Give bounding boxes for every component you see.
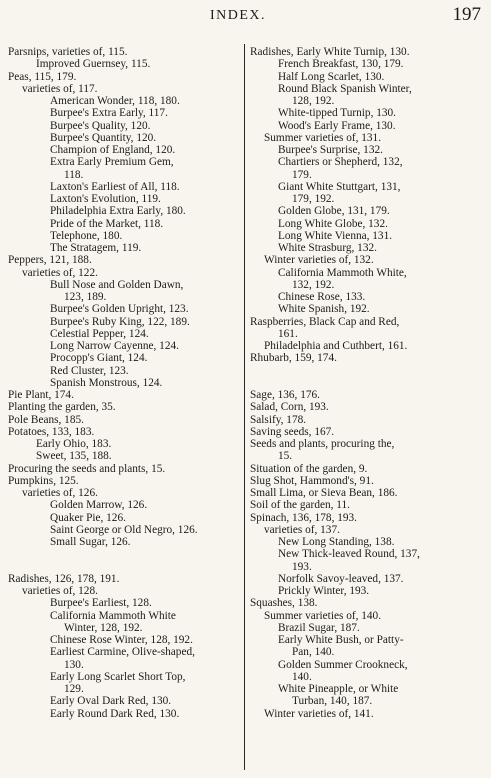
index-subentry: Procopp's Giant, 124.	[50, 352, 148, 365]
index-subentry: Summer varieties of, 131.	[264, 131, 382, 144]
index-subentry: 140.	[292, 670, 312, 683]
index-subentry: New Thick-leaved Round, 137,	[278, 548, 420, 561]
index-entry: Potatoes, 133, 183.	[8, 425, 95, 438]
index-subentry: 130.	[64, 658, 84, 671]
index-subentry: Turban, 140, 187.	[292, 695, 373, 708]
index-subentry: varieties of, 126.	[22, 487, 98, 499]
index-subentry: Winter varieties of, 132.	[264, 254, 374, 267]
index-entry: Salsify, 178.	[250, 413, 307, 426]
index-entry: Rhubarb, 159, 174.	[250, 352, 337, 365]
index-entry: Procuring the seeds and plants, 15.	[8, 462, 166, 475]
index-subentry: 161.	[278, 327, 298, 340]
index-subentry: Winter, 128, 192.	[64, 621, 143, 634]
index-subentry: Small Sugar, 126.	[50, 536, 131, 548]
index-subentry: White-tipped Turnip, 130.	[278, 107, 396, 120]
index-subentry: Golden Marrow, 126.	[50, 499, 148, 512]
page-number: 197	[452, 4, 481, 25]
index-entry: Slug Shot, Hammond's, 91.	[250, 474, 374, 487]
index-subentry: White Strasburg, 132.	[278, 242, 377, 254]
index-subentry: Long White Vienna, 131.	[278, 229, 393, 242]
index-subentry: Prickly Winter, 193.	[278, 585, 370, 597]
index-subentry: Saint George or Old Negro, 126.	[50, 523, 198, 536]
index-column-left	[8, 46, 240, 720]
index-subentry: Burpee's Extra Early, 117.	[50, 107, 168, 120]
index-subentry: varieties of, 117.	[22, 82, 98, 95]
index-subentry: Bull Nose and Golden Dawn,	[50, 278, 184, 291]
index-subentry: varieties of, 128.	[22, 585, 98, 597]
index-subentry: Burpee's Quality, 120.	[50, 119, 151, 132]
index-subentry: Golden Globe, 131, 179.	[278, 205, 390, 218]
index-subentry: Brazil Sugar, 187.	[278, 621, 360, 634]
index-subentry: Extra Early Premium Gem,	[50, 156, 174, 169]
index-entry: Situation of the garden, 9.	[250, 462, 368, 475]
index-subentry: Half Long Scarlet, 130.	[278, 70, 385, 83]
index-subentry: 132, 192.	[292, 278, 335, 291]
index-subentry: New Long Standing, 138.	[278, 536, 395, 548]
index-subentry: 179.	[292, 168, 312, 181]
index-subentry: Chinese Rose Winter, 128, 192.	[50, 634, 193, 646]
index-entry: Seeds and plants, procuring the,	[250, 438, 395, 450]
index-subentry: Telephone, 180.	[50, 229, 123, 242]
index-subentry: Red Cluster, 123.	[50, 364, 129, 377]
index-entry: Saving seeds, 167.	[250, 425, 335, 438]
index-subentry: White Pineapple, or White	[278, 683, 399, 695]
index-subentry: The Stratagem, 119.	[50, 242, 142, 254]
index-subentry: 179, 192.	[292, 193, 335, 205]
index-subentry: Philadelphia Extra Early, 180.	[50, 205, 186, 218]
index-subentry: Early Long Scarlet Short Top,	[50, 670, 186, 683]
index-entry: Salad, Corn, 193.	[250, 401, 329, 414]
index-subentry: Summer varieties of, 140.	[264, 609, 382, 622]
index-entry: Pie Plant, 174.	[8, 389, 74, 401]
index-subentry: Burpee's Ruby King, 122, 189.	[50, 315, 190, 328]
index-subentry: Burpee's Golden Upright, 123.	[50, 303, 189, 316]
index-subentry: Chinese Rose, 133.	[278, 291, 366, 303]
index-subentry: French Breakfast, 130, 179.	[278, 58, 404, 71]
index-subentry: Earliest Carmine, Olive-shaped,	[50, 646, 195, 659]
index-subentry: 118.	[64, 168, 84, 181]
index-subentry: White Spanish, 192.	[278, 303, 370, 316]
index-subentry: Long Narrow Cayenne, 124.	[50, 340, 179, 352]
running-title: INDEX.	[210, 8, 267, 23]
index-subentry: 128, 192.	[292, 95, 335, 107]
index-subentry: Early Round Dark Red, 130.	[50, 707, 180, 720]
index-subentry: Golden Summer Crookneck,	[278, 658, 408, 671]
index-entry: Soil of the garden, 11.	[250, 499, 350, 512]
index-subentry: Quaker Pie, 126.	[50, 511, 126, 524]
index-subentry: 129.	[64, 683, 84, 695]
index-subentry: California Mammoth White,	[278, 266, 407, 279]
index-entry: Pole Beans, 185.	[8, 413, 84, 426]
index-subentry: varieties of, 122.	[22, 266, 98, 279]
index-subentry: varieties of, 137.	[264, 523, 340, 536]
index-entry: Radishes, 126, 178, 191.	[8, 572, 120, 585]
index-subentry: Pride of the Market, 118.	[50, 217, 164, 230]
index-subentry: Burpee's Quantity, 120.	[50, 131, 157, 144]
index-subentry: Long White Globe, 132.	[278, 217, 388, 230]
index-subentry: Burpee's Earliest, 128.	[50, 597, 152, 610]
index-entry: Peppers, 121, 188.	[8, 254, 92, 267]
index-subentry: Winter varieties of, 141.	[264, 707, 374, 720]
index-subentry: Giant White Stuttgart, 131,	[278, 180, 401, 193]
index-subentry: Philadelphia and Cuthbert, 161.	[264, 340, 408, 352]
index-column-right	[250, 46, 486, 720]
index-subentry: Improved Guernsey, 115.	[36, 58, 151, 71]
blank-line	[8, 561, 240, 573]
index-subentry: Sweet, 135, 188.	[36, 450, 112, 463]
index-entry: Planting the garden, 35.	[8, 401, 116, 414]
index-subentry: American Wonder, 118, 180.	[50, 95, 180, 107]
index-entry: Small Lima, or Sieva Bean, 186.	[250, 487, 398, 499]
index-entry: Squashes, 138.	[250, 597, 318, 610]
index-subentry: Chartiers or Shepherd, 132,	[278, 156, 403, 169]
index-subentry: Champion of England, 120.	[50, 144, 176, 156]
blank-line	[250, 377, 486, 389]
index-subentry: Early Ohio, 183.	[36, 438, 112, 450]
index-entry: Parsnips, varieties of, 115.	[8, 46, 128, 58]
index-subentry: Early Oval Dark Red, 130.	[50, 695, 172, 708]
index-subentry: Early White Bush, or Patty-	[278, 634, 404, 646]
index-subentry: Celestial Pepper, 124.	[50, 327, 149, 340]
index-entry: Spinach, 136, 178, 193.	[250, 511, 358, 524]
blank-line	[8, 548, 240, 560]
index-subentry: Burpee's Surprise, 132.	[278, 144, 383, 156]
index-subentry: California Mammoth White	[50, 609, 176, 622]
index-subentry: Laxton's Evolution, 119.	[50, 193, 161, 205]
index-entry: Peas, 115, 179.	[8, 70, 77, 83]
index-subentry: 123, 189.	[64, 291, 107, 303]
page-header	[0, 6, 491, 28]
index-entry: Radishes, Early White Turnip, 130.	[250, 46, 410, 58]
index-entry: Sage, 136, 176.	[250, 389, 320, 401]
column-divider	[244, 44, 245, 770]
index-subentry: Wood's Early Frame, 130.	[278, 119, 396, 132]
index-subentry: Laxton's Earliest of All, 118.	[50, 180, 180, 193]
index-subentry: Norfolk Savoy-leaved, 137.	[278, 572, 404, 585]
index-entry: Pumpkins, 125.	[8, 474, 79, 487]
index-entry: Raspberries, Black Cap and Red,	[250, 315, 400, 328]
index-subentry: 193.	[292, 560, 312, 573]
index-subentry: 15.	[278, 450, 293, 463]
index-subentry: Round Black Spanish Winter,	[278, 82, 412, 95]
index-subentry: Pan, 140.	[292, 646, 335, 659]
index-subentry: Spanish Monstrous, 124.	[50, 376, 163, 389]
blank-line	[250, 365, 486, 377]
